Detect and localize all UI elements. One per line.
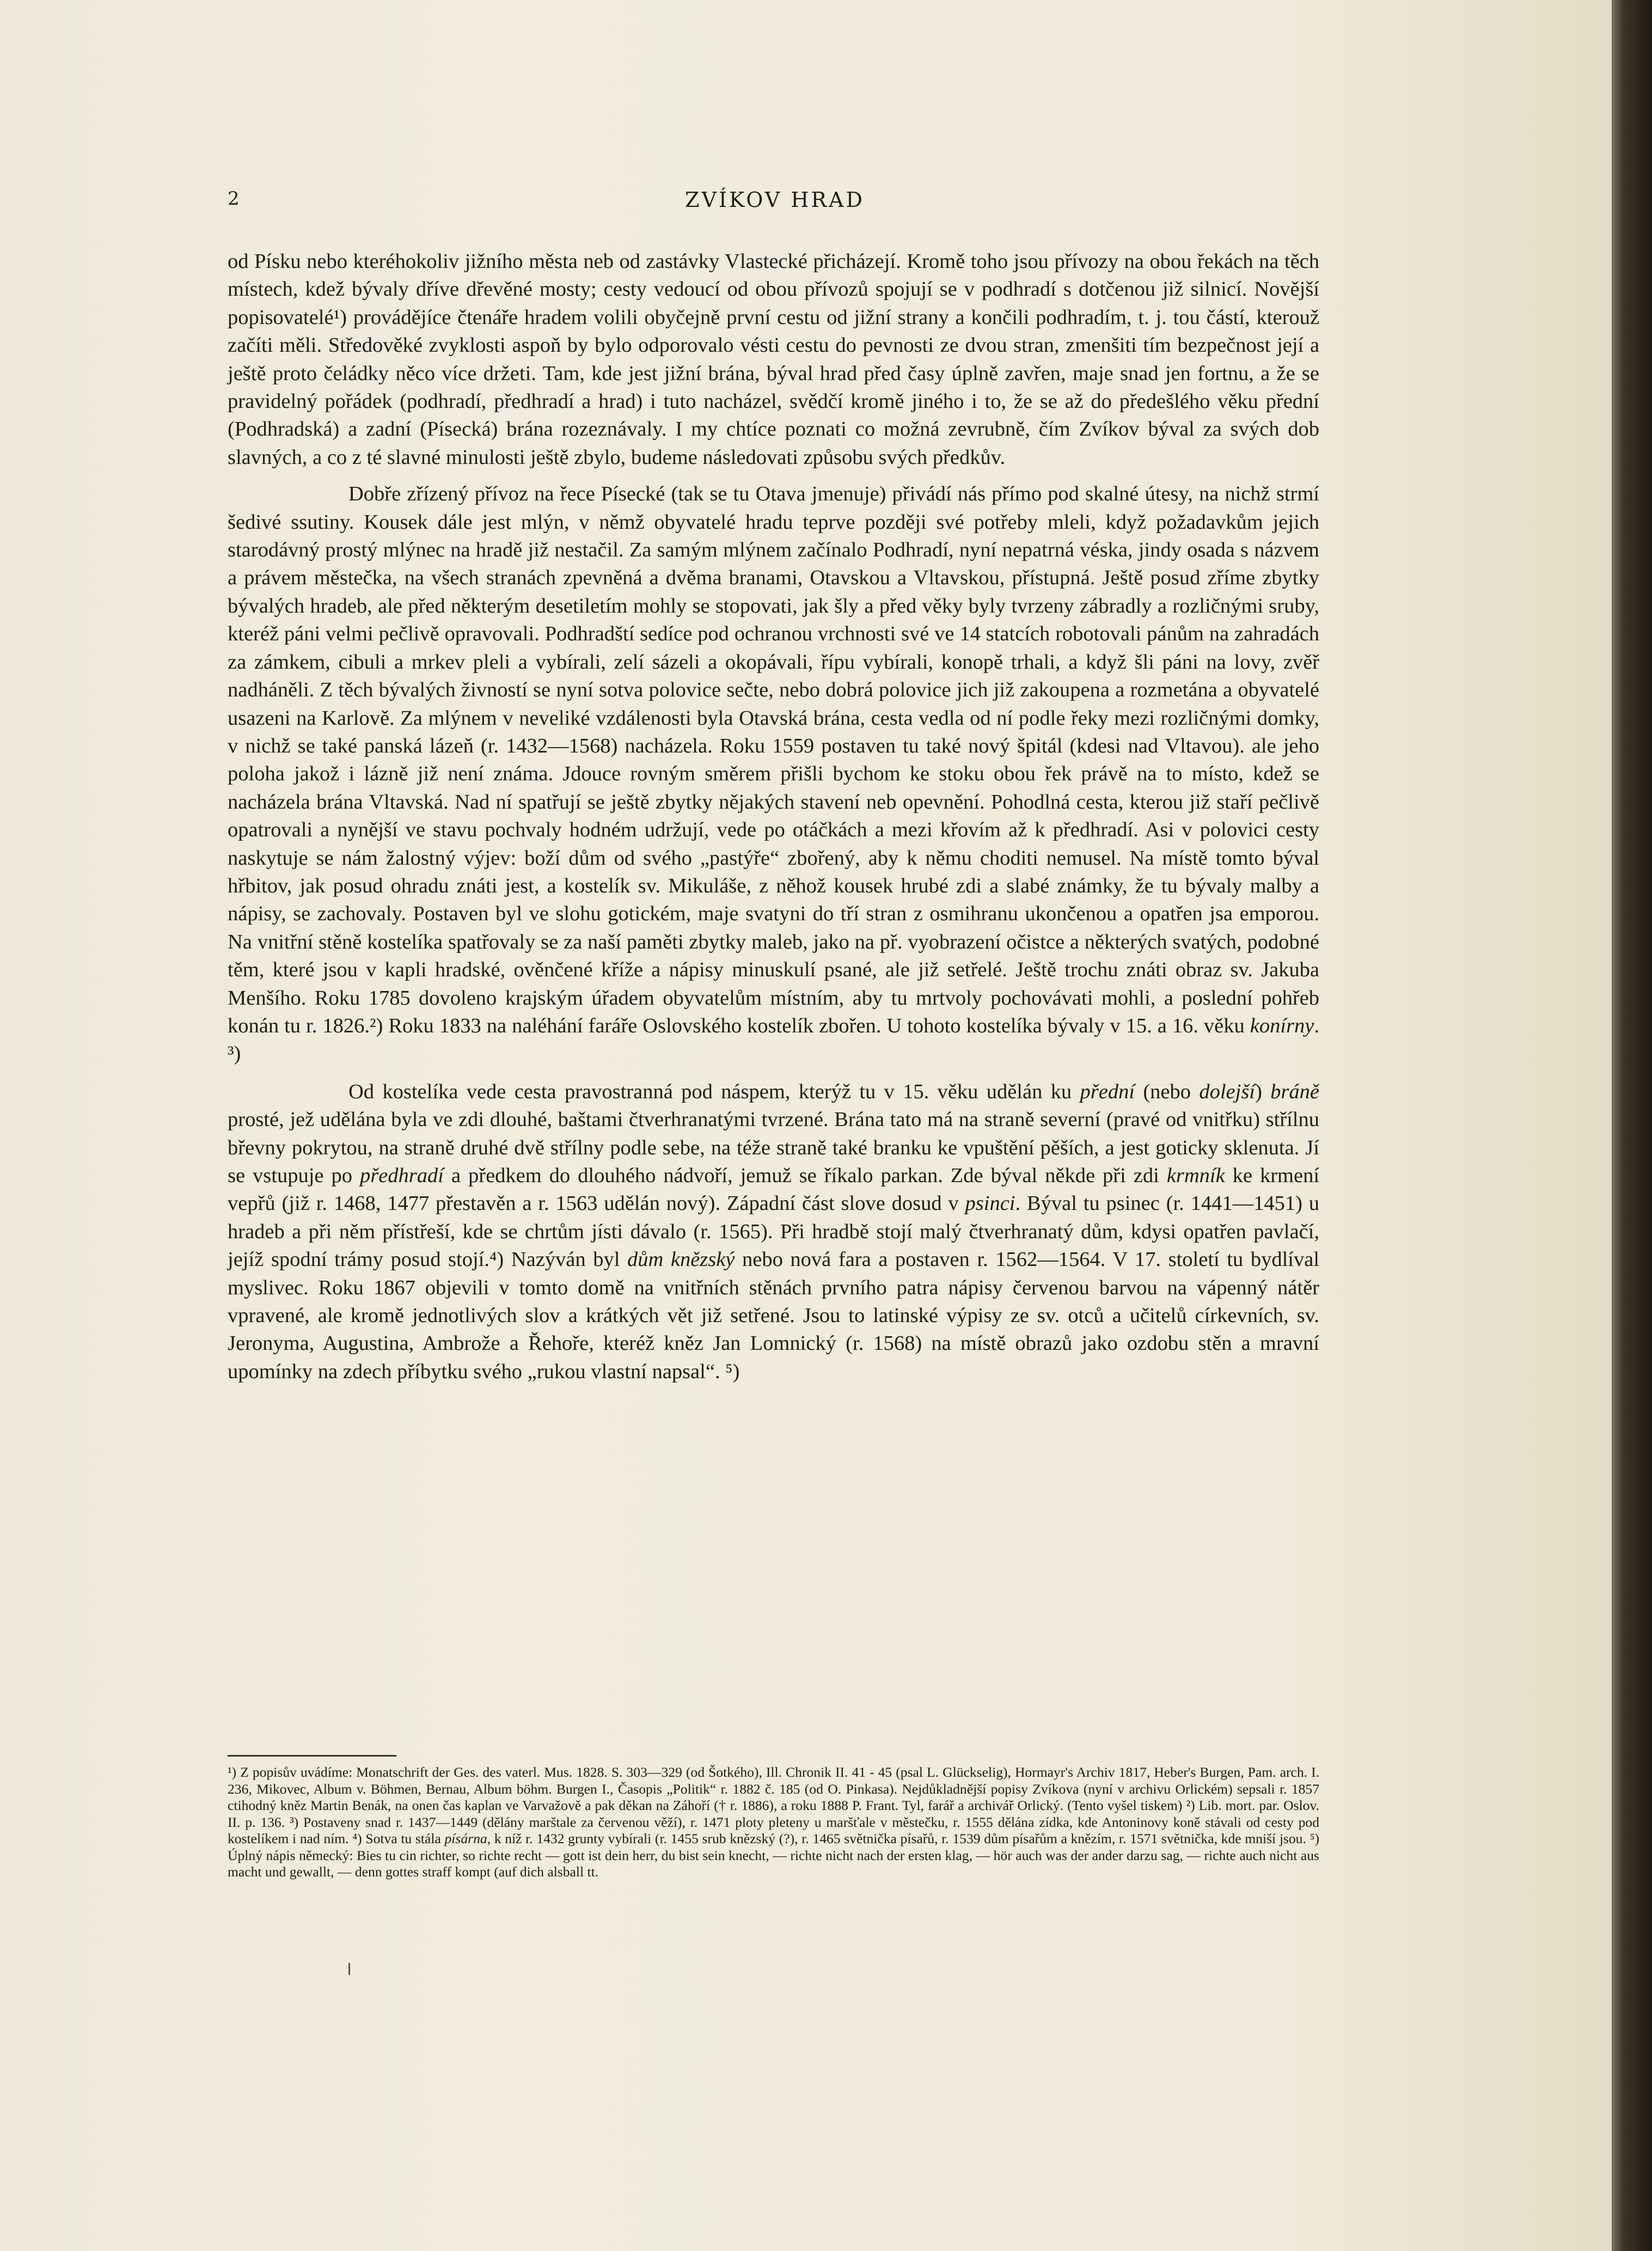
body-text (228, 248, 1319, 1396)
book-binding-edge (1612, 0, 1652, 2251)
footnotes (228, 1764, 1319, 1881)
footnote-divider (228, 1755, 396, 1757)
paragraph-1: od Písku nebo kteréhokoliv jižního města neb od zastávky Vlastecké přicházejí. Kromě toho jsou přívozy na obou řekách na těch místech, kdež bývaly dříve dřevěné mosty; cesty vedoucí od obou přívozů spojují se v podhradí s dotčenou již silnicí. Novější popisovatelé¹) provádějíce čtenáře hradem volili obyčejně první cestu od jižní strany a končili podhradím, t. j. tou částí, kterouž začíti měli. Středověké zvyklosti aspoň by bylo odporovalo vésti cestu do pevnosti ze dvou stran, zmenšiti tím bezpečnost její a ještě proto čeládky něco více držeti. Tam, kde jest jižní brána, býval hrad před časy úplně zavřen, maje snad jen fortnu, a že se pravidelný pořádek (podhradí, předhradí a hrad) i tuto nacházel, svědčí kromě jiného i to, že se až do předešlého věku přední (Podhradská) a zadní (Písecká) brána rozeznávaly. I my chtíce poznati co možná zevrubně, čím Zvíkov býval za svých dob slavných, a co z té slavné minulosti ještě zbylo, budeme následovati způsobu svých předkův. (228, 250, 1319, 469)
paragraph-3: Od kostelíka vede cesta pravostranná pod náspem, kterýž tu v 15. věku udělán ku přední (nebo dolejší) bráně prosté, jež udělána byla ve zdi dlouhé, baštami čtverhranatými tvrzené. Brána tato má na straně severní (pravé od vnitřku) střílnu břevny pokrytou, na straně druhé dvě střílny podle sebe, na téže straně také branku ke vpuštění pěších, a jest goticky sklenuta. Jí se vstupuje po předhradí a předkem do dlouhého nádvoří, jemuž se říkalo parkan. Zde býval někde při zdi krmník ke krmení vepřů (již r. 1468, 1477 přestavěn a r. 1563 udělán nový). Západní část slove dosud v psinci. Býval tu psinec (r. 1441—1451) u hradeb a při něm přístřeší, kde se chrtům jísti dávalo (r. 1565). Při hradbě stojí malý čtverhranatý dům, kdysi opatřen pavlačí, jejíž spodní trámy posud stojí.⁴) Nazýván byl dům knězský nebo nová fara a postaven r. 1562—1564. V 17. století tu bydlíval myslivec. Roku 1867 objevili v tomto domě na vnitřních stěnách prvního patra nápisy červenou barvou na vápenný nátěr vpravené, ale kromě jednotlivých slov a krátkých vět již setřené. Jsou to latinské výpisy ze sv. otců a učitelů církevních, sv. Jeronyma, Augustina, Ambrože a Řehoře, kteréž kněz Jan Lomnický (r. 1568) na místě obrazů jako ozdobu stěn a mravní upomínky na zdech příbytku svého „rukou vlastní napsal“. ⁵) (228, 1080, 1320, 1383)
stray-mark (348, 1963, 350, 1975)
page-number: 2 (228, 188, 241, 210)
footnote-block: ¹) Z popisův uvádíme: Monatschrift der Ges. des vaterl. Mus. 1828. S. 303—329 (od Šotkého), Ill. Chronik II. 41 - 45 (psal L. Glückselig), Hormayr's Archiv 1817, Heber's Burgen, Pam. arch. I. 236, Mikovec, Album v. Böhmen, Bernau, Album böhm. Burgen I., Časopis „Politik“ r. 1882 č. 185 (od O. Pinkasa). Nejdůkladnější popisy Zvíkova (nyní v archivu Orlickém) sepsali r. 1857 ctihodný kněz Martin Benák, na onen čas kaplan ve Varvažově a pak děkan na Záhoří († r. 1886), a roku 1888 P. Frant. Tyl, farář a archivář Orlický. (Tento vyšel tiskem) ²) Lib. mort. par. Oslov. II. p. 136. ³) Postaveny snad r. 1437—1449 (dělány marštale za červenou věží), r. 1471 ploty pleteny u maršťale v městečku, r. 1555 dělána zídka, kde Antoninovy koně stávali od cesty pod kostelíkem i nad ním. ⁴) Sotva tu stála písárna, k níž r. 1432 grunty vybírali (r. 1455 srub knězský (?), r. 1465 světnička písařů, r. 1539 dům písařům a knězím, r. 1571 světnička, kde mniší jsou. ⁵) Úplný nápis německý: Bies tu cin richter, so richte recht — gott ist dein herr, du bist sein knecht, — richte nicht nach der ersten klag, — hör auch was der ander darzu sag, — richte auch nicht aus macht und gewallt, — denn gottes straff kompt (auf dich alsball tt. (228, 1764, 1319, 1880)
paragraph-2: Dobře zřízený přívoz na řece Písecké (tak se tu Otava jmenuje) přivádí nás přímo pod skalné útesy, na nichž strmí šedivé ssutiny. Kousek dále jest mlýn, v němž obyvatelé hradu teprve později své potřeby mleli, když požadavkům jejich starodávný prostý mlýnec na hradě již nestačil. Za samým mlýnem začínalo Podhradí, nyní nepatrná véska, jindy osada s názvem a právem městečka, na všech stranách zpevněná a dvěma branami, Otavskou a Vltavskou, přístupná. Ještě posud zříme zbytky bývalých hradeb, ale před některým desetiletím mohly se stopovati, jak šly a před věky byly tvrzeny zábradly a rozličnými sruby, kteréž páni velmi pečlivě opravovali. Podhradští sedíce pod ochranou vrchnosti své ve 14 statcích robotovali pánům na zahradách za zámkem, cibuli a mrkev pleli a vybírali, zelí sázeli a okopávali, řípu vybírali, konopě trhali, a když šli páni na lovy, zvěř nadháněli. Z těch bývalých živností se nyní sotva polovice sečte, nebo dobrá polovice jich již zakoupena a rozmetána a obyvatelé usazeni na Karlově. Za mlýnem v neveliké vzdálenosti byla Otavská brána, cesta vedla od ní podle řeky mezi rozličnými domky, v nichž se také panská lázeň (r. 1432—1568) nacházela. Roku 1559 postaven tu také nový špitál (kdesi nad Vltavou). ale jeho poloha jakož i lázně již není známa. Jdouce rovným směrem přišli bychom ke stoku obou řek právě na to místo, kdež se nacházela brána Vltavská. Nad ní spatřují se ještě zbytky nějakých stavení neb opevnění. Pohodlná cesta, kterou již staří pečlivě opatrovali a nynější ve stavu pochvaly hodném udržují, vede po otáčkách a mezi křovím až k předhradí. Asi v polovici cesty naskytuje se nám žalostný výjev: boží dům od svého „pastýře“ zbořený, aby k němu choditi nemusel. Na místě tomto býval hřbitov, jak posud ohradu znáti jest, a kostelík sv. Mikuláše, z něhož kousek hrubé zdi a slabé známky, že tu bývaly malby a nápisy, se zachovaly. Postaven byl ve slohu gotickém, maje svatyni do tří stran z osmihranu ukončenou a opatřen jsa emporou. Na vnitřní stěně kostelíka spatřovaly se za naší paměti zbytky maleb, jako na př. vyobrazení očistce a některých svatých, podobné těm, které jsou v kapli hradské, ověnčené kříže a nápisy minuskulí psané, ale již setřelé. Ještě trochu znáti obraz sv. Jakuba Menšího. Roku 1785 dovoleno krajským úřadem obyvatelům místním, aby tu mrtvoly pochovávati mohli, a poslední pohřeb konán tu r. 1826.²) Roku 1833 na naléhání faráře Oslovského kostelík zbořen. U tohoto kostelíka bývaly v 15. a 16. věku konírny. ³) (228, 482, 1320, 1066)
page-header (228, 188, 1322, 226)
running-head: ZVÍKOV HRAD (685, 188, 865, 212)
